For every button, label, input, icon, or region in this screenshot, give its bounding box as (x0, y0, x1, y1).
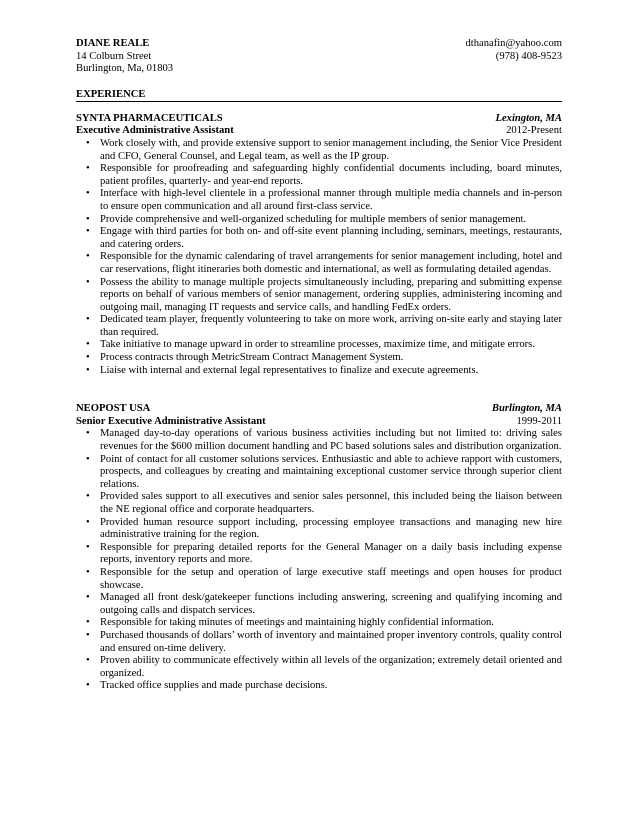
job-dates: 2012-Present (506, 125, 562, 137)
job-location: Lexington, MA (495, 112, 562, 124)
job-dates: 1999-2011 (516, 415, 562, 427)
company-name: SYNTA PHARMACEUTICALS (76, 112, 223, 124)
duty-item: • Dedicated team player, frequently volunteering to take on more work, arriving on-site early and staying later than required. (100, 314, 562, 339)
duty-item: • Tracked office supplies and made purchase decisions. (100, 680, 562, 693)
job-title: Senior Executive Administrative Assistant (76, 415, 266, 427)
phone-number: (978) 408-9523 (495, 50, 562, 62)
candidate-name: DIANE REALE (76, 38, 150, 49)
duty-item: • Purchased thousands of dollars’ worth of inventory and maintained proper inventory controls, quality control and ensured on-time delivery. (100, 630, 562, 655)
job-title-row (76, 416, 562, 429)
duty-item: • Point of contact for all customer solutions services. Enthusiastic and able to achieve rapport with customers, prospects, and colleagues by creating and maintaining exceptional customer service through superior client relations. (100, 454, 562, 492)
duty-item: • Engage with third parties for both on- and off-site event planning including, seminars, meetings, restaurants, and catering orders. (100, 226, 562, 251)
header-row-1 (76, 38, 562, 51)
header-row-3 (76, 63, 562, 76)
duty-item: • Responsible for the dynamic calendaring of travel arrangements for senior management including, hotel and car reservations, flight itineraries both domestic and international, as well as formulating detailed agendas. (100, 251, 562, 276)
job-entry (76, 113, 562, 377)
job-company-row (76, 113, 562, 126)
duty-item: • Work closely with, and provide extensive support to senior management including, the Senior Vice President and CFO, General Counsel, and Legal team, as well as the IP group. (100, 138, 562, 163)
duty-item: • Provide comprehensive and well-organized scheduling for multiple members of senior management. (100, 214, 562, 227)
job-title: Executive Administrative Assistant (76, 125, 234, 137)
duty-item: • Provided human resource support including, processing employee transactions and managing new hire administrative training for the region. (100, 517, 562, 542)
job-title-row (76, 125, 562, 138)
email-address: dthanafin@yahoo.com (465, 38, 562, 49)
duty-item: • Responsible for taking minutes of meetings and maintaining highly confidential information. (100, 617, 562, 630)
duty-item: • Managed all front desk/gatekeeper functions including answering, screening and qualifying incoming and outgoing calls and dispatch services. (100, 592, 562, 617)
duty-item: • Responsible for proofreading and safeguarding highly confidential documents including, board minutes, patient profiles, quarterly- and year-end reports. (100, 163, 562, 188)
duty-item: • Interface with high-level clientele in a professional manner through multiple media channels and in-person to ensure open communication and all around first-class service. (100, 188, 562, 213)
duty-item: • Managed day-to-day operations of various business activities including but not limited to: driving sales revenues for the $600 million document handling and PC based solutions sales and distribution organization. (100, 428, 562, 453)
city-address: Burlington, Ma, 01803 (76, 63, 174, 75)
job-duties-list (76, 138, 562, 377)
job-entry (76, 403, 562, 693)
section-title-experience: EXPERIENCE (76, 89, 562, 102)
duty-item: • Take initiative to manage upward in order to streamline processes, maximize time, and mitigate errors. (100, 339, 562, 352)
duty-item: • Liaise with internal and external legal representatives to finalize and execute agreements. (100, 365, 562, 378)
duty-item: • Process contracts through MetricStream Contract Management System. (100, 352, 562, 365)
duty-item: • Responsible for the setup and operation of large executive staff meetings and open houses for product showcase. (100, 567, 562, 592)
header-row-2 (76, 51, 562, 64)
company-name: NEOPOST USA (76, 403, 151, 415)
street-address: 14 Colburn Street (76, 50, 152, 62)
duty-item: • Provided sales support to all executives and senior sales personnel, this included being the liaison between the NE regional office and corporate headquarters. (100, 491, 562, 516)
job-duties-list (76, 428, 562, 692)
job-location: Burlington, MA (491, 403, 562, 415)
duty-item: • Proven ability to communicate effectively within all levels of the organization; extremely detail oriented and organized. (100, 655, 562, 680)
duty-item: • Responsible for preparing detailed reports for the General Manager on a daily basis including expense reports, inventory reports and more. (100, 542, 562, 567)
job-company-row (76, 403, 562, 416)
duty-item: • Possess the ability to manage multiple projects simultaneously including, preparing and submitting expense reports on behalf of various members of senior management, ordering supplies, administering incoming and outgoing mail, managing IT requests and service calls, and handling FedEx orders. (100, 277, 562, 315)
